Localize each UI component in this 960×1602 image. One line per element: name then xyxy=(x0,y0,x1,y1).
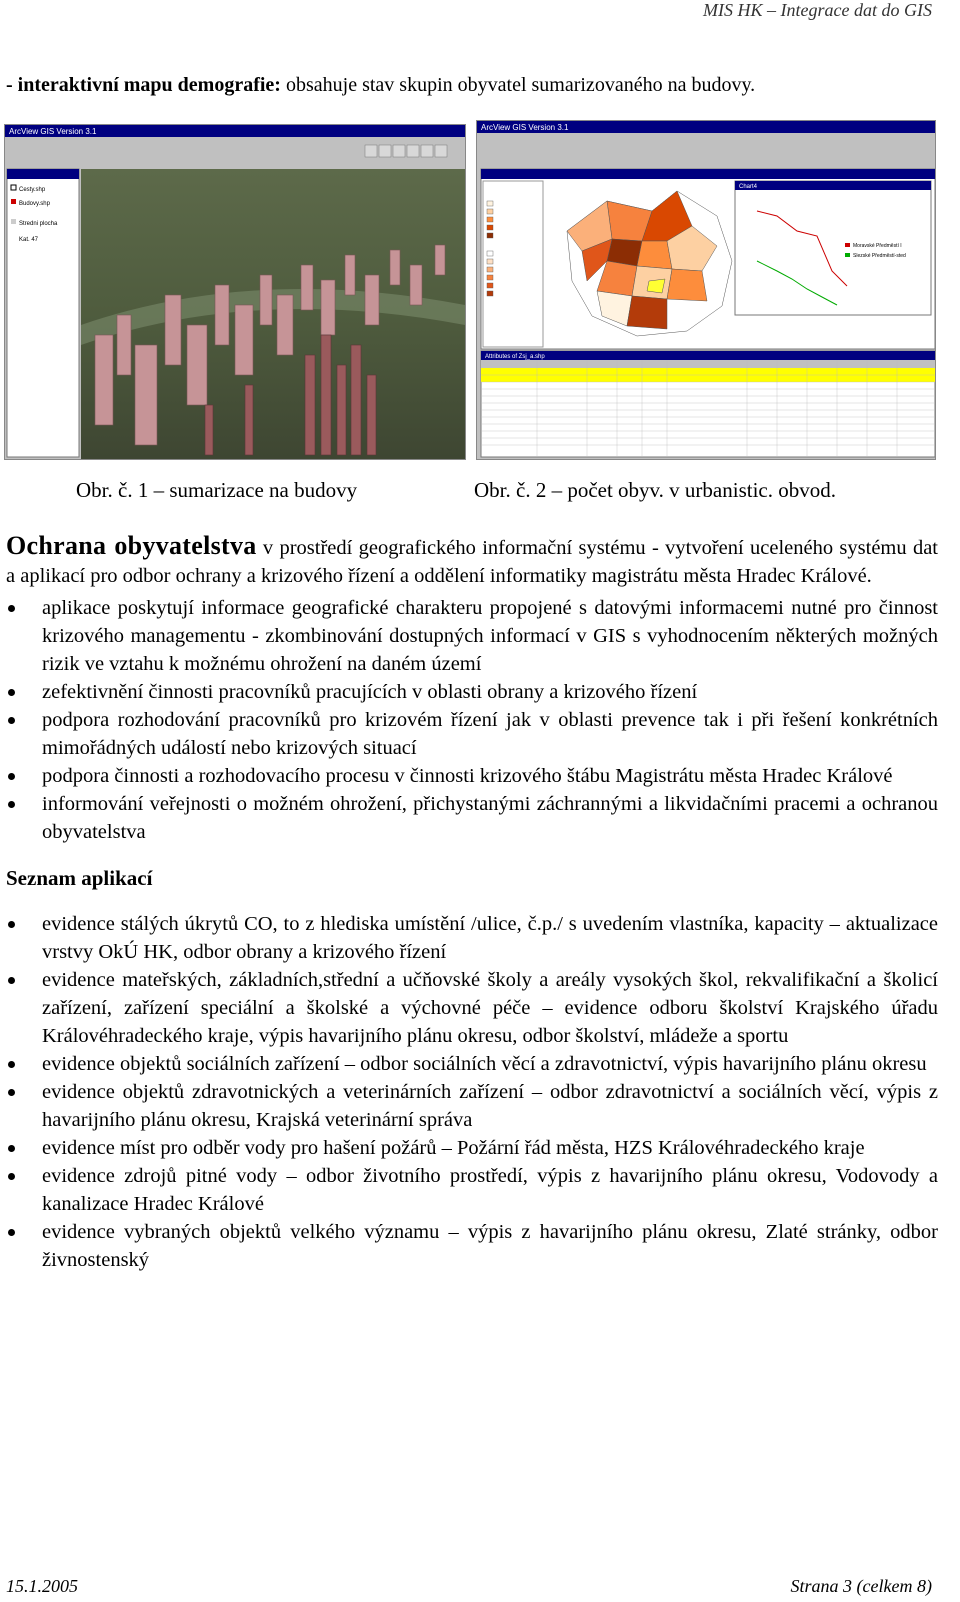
apps-bullet-list xyxy=(6,910,938,1274)
list-item: zefektivnění činnosti pracovníků pracujících v oblasti obrany a krizového řízení xyxy=(6,678,938,706)
list-item: evidence mateřských, základních,střední a učňovské školy a areály vysokých škol, rekvalifikační a školicí zařízení, zařízení speciální a školské a výchovné péče – evidence odboru školství Krajského úřadu Královéhradeckého kraje, výpis havarijního plánu okresu, odbor školství, mládeže a sportu xyxy=(6,966,938,1050)
list-item: podpora činnosti a rozhodovacího procesu v činnosti krizového štábu Magistrátu města Hradec Králové xyxy=(6,762,938,790)
fig2-chart-title: Chart4 xyxy=(739,184,758,190)
intro-rest: obsahuje stav skupin obyvatel sumarizovaného na budovy. xyxy=(280,74,756,96)
section-text: v prostředí geografického informační systému - vytvoření uceleného systému dat a aplikací pro odbor ochrany a krizového řízení a oddělení informatiky magistrátu města Hradec Králové. xyxy=(6,537,938,587)
list-item: evidence stálých úkrytů CO, to z hlediska umístění /ulice, č.p./ s uvedením vlastníka, kapacity – aktualizace vrstvy OkÚ HK, odbor obrany a krizového řízení xyxy=(6,910,938,966)
fig1-window-title: ArcView GIS Version 3.1 xyxy=(9,127,97,136)
intro-bold: - interaktivní mapu demografie: xyxy=(6,74,281,96)
figure-1-caption: Obr. č. 1 – sumarizace na budovy xyxy=(76,478,358,502)
section-bullet-list xyxy=(6,594,938,846)
section-title: Ochrana obyvatelstva xyxy=(6,531,257,560)
figure-1-screenshot xyxy=(4,124,466,460)
list-item: evidence objektů zdravotnických a veterinárních zařízení – odbor zdravotnictví a sociálních věcí, výpis z havarijního plánu okresu, Krajská veterinární správa xyxy=(6,1078,938,1134)
fig1-legend-2: Stredni plocha xyxy=(19,221,58,227)
footer-page-number: Strana 3 (celkem 8) xyxy=(790,1576,932,1596)
list-item: aplikace poskytují informace geografické charakteru propojené s datovými informacemi nutné pro činnost krizového managementu - zkombinování dostupných informací v GIS s vyhodnocením některých možných rizik ve vztahu k možnému ohrožení na daném území xyxy=(6,594,938,678)
section-intro xyxy=(6,532,938,590)
list-item: evidence objektů sociálních zařízení – odbor sociálních věcí a zdravotnictví, výpis havarijního plánu okresu xyxy=(6,1050,938,1078)
fig2-chart-legend-0: Moravské Předměstí I xyxy=(853,243,902,249)
list-item: evidence vybraných objektů velkého významu – výpis z havarijního plánu okresu, Zlaté stránky, odbor živnostenský xyxy=(6,1218,938,1274)
figure-2-screenshot xyxy=(476,120,936,460)
footer-date: 15.1.2005 xyxy=(6,1576,78,1596)
fig1-legend-3: Kat. 47 xyxy=(19,237,39,243)
apps-heading: Seznam aplikací xyxy=(6,866,153,890)
fig1-legend-1: Budovy.shp xyxy=(19,201,50,207)
page-header: MIS HK – Integrace dat do GIS xyxy=(703,0,932,20)
list-item: informování veřejnosti o možném ohrožení, přichystanými záchrannými a likvidačními pracemi a ochranou obyvatelstva xyxy=(6,790,938,846)
main-content xyxy=(6,532,938,1274)
figure-2-caption: Obr. č. 2 – počet obyv. v urbanistic. obvod. xyxy=(474,478,836,502)
list-item: evidence zdrojů pitné vody – odbor životního prostředí, výpis z havarijního plánu okresu, Vodovody a kanalizace Hradec Králové xyxy=(6,1162,938,1218)
fig2-window-title: ArcView GIS Version 3.1 xyxy=(481,123,569,132)
intro-line xyxy=(6,74,755,97)
fig2-chart-legend-1: Slezské Předměstí-sted xyxy=(853,253,906,259)
fig2-table-title: Attributes of Zsj_a.shp xyxy=(485,354,545,360)
fig1-legend-0: Cesty.shp xyxy=(19,187,46,193)
list-item: evidence míst pro odběr vody pro hašení požárů – Požární řád města, HZS Královéhradeckého kraje xyxy=(6,1134,938,1162)
list-item: podpora rozhodování pracovníků pro krizovém řízení jak v oblasti prevence tak i při řešení konkrétních mimořádných událostí nebo krizových situací xyxy=(6,706,938,762)
